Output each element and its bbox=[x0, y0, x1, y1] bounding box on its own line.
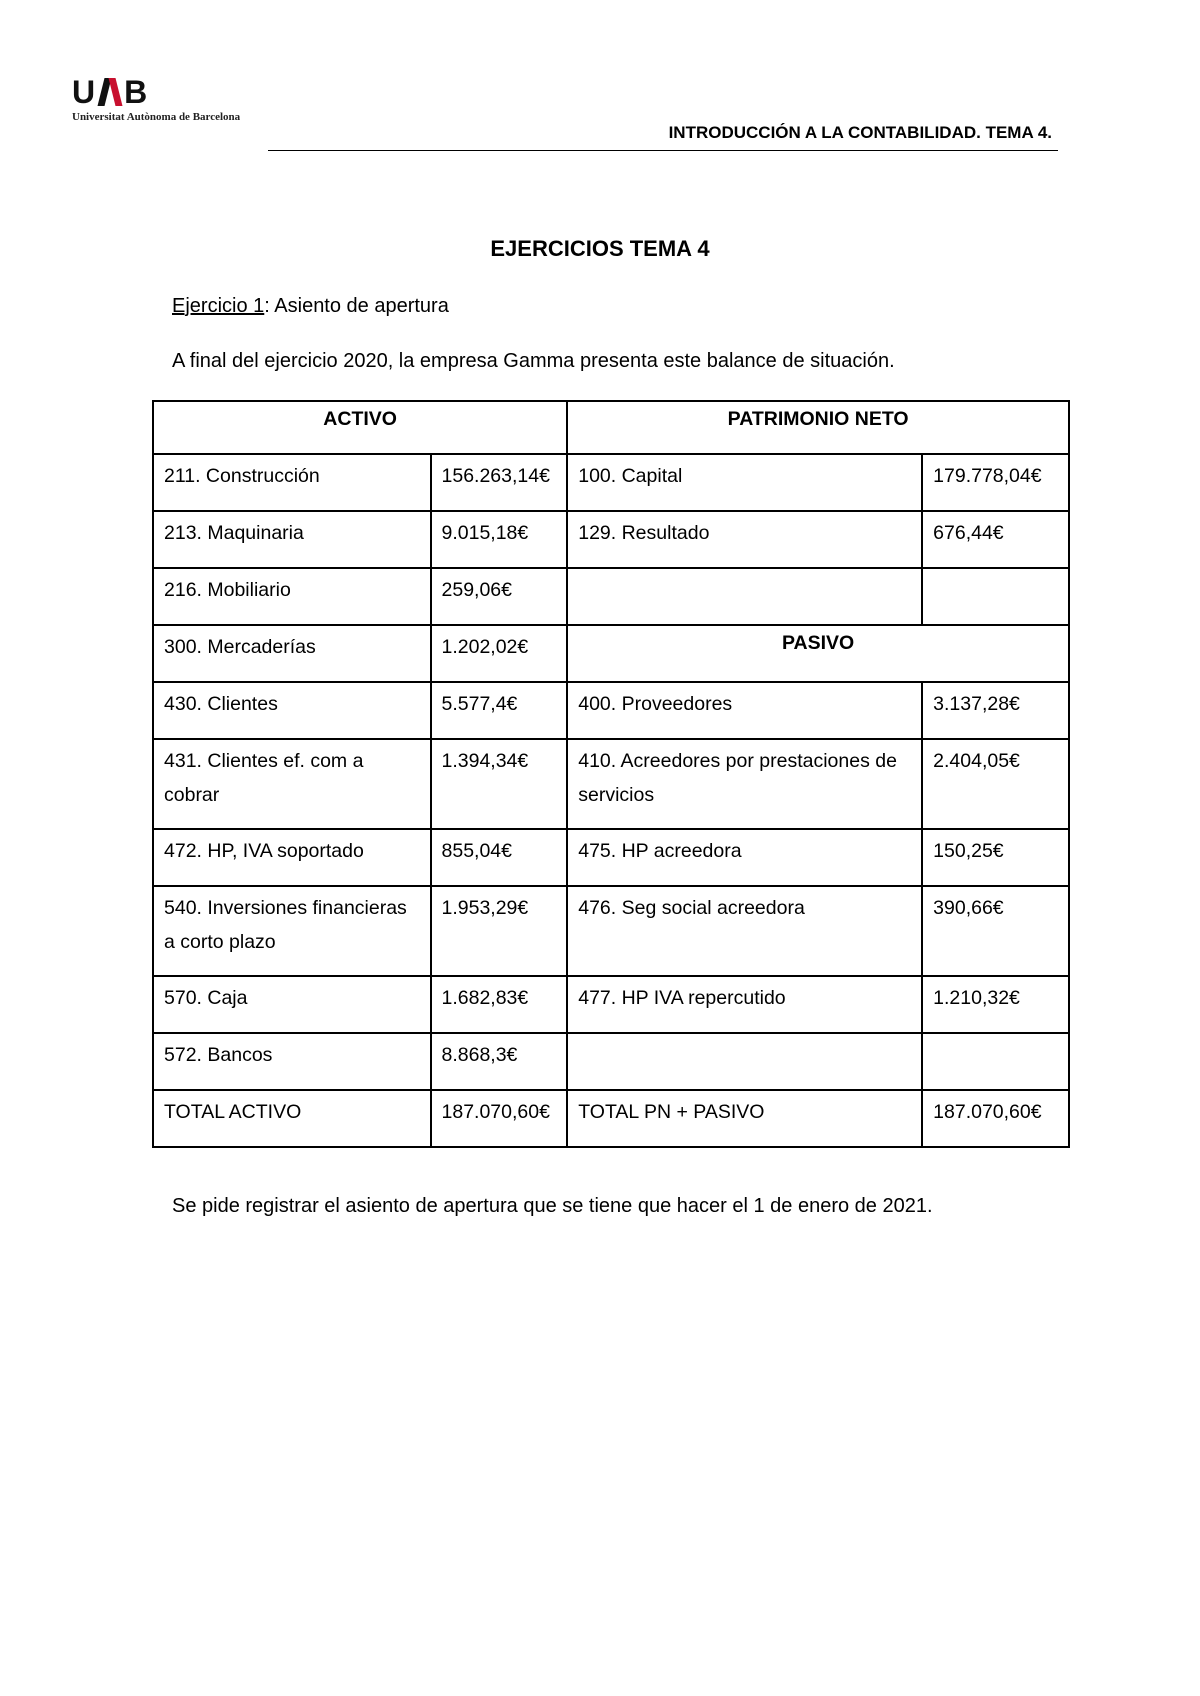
empty-cell bbox=[567, 568, 922, 625]
asset-value: 5.577,4€ bbox=[431, 682, 568, 739]
header-rule bbox=[268, 150, 1058, 151]
asset-account: 211. Construcción bbox=[153, 454, 431, 511]
exercise-heading bbox=[172, 295, 449, 318]
liability-value: 390,66€ bbox=[922, 886, 1069, 976]
asset-value: 156.263,14€ bbox=[431, 454, 568, 511]
table-row bbox=[153, 886, 1069, 976]
total-pn-pasivo-value: 187.070,60€ bbox=[922, 1090, 1069, 1147]
asset-account: 213. Maquinaria bbox=[153, 511, 431, 568]
pasivo-header: PASIVO bbox=[567, 625, 1069, 682]
asset-account: 431. Clientes ef. com a cobrar bbox=[153, 739, 431, 829]
total-activo-value: 187.070,60€ bbox=[431, 1090, 568, 1147]
asset-account: 540. Inversiones financieras a corto plazo bbox=[153, 886, 431, 976]
total-activo-label: TOTAL ACTIVO bbox=[153, 1090, 431, 1147]
liability-account: 400. Proveedores bbox=[567, 682, 922, 739]
empty-cell bbox=[922, 1033, 1069, 1090]
liability-value: 2.404,05€ bbox=[922, 739, 1069, 829]
liability-value: 150,25€ bbox=[922, 829, 1069, 886]
asset-value: 1.394,34€ bbox=[431, 739, 568, 829]
activo-header: ACTIVO bbox=[153, 401, 567, 454]
empty-cell bbox=[567, 1033, 922, 1090]
asset-value: 9.015,18€ bbox=[431, 511, 568, 568]
total-pn-pasivo-label: TOTAL PN + PASIVO bbox=[567, 1090, 922, 1147]
university-name: Universitat Autònoma de Barcelona bbox=[72, 111, 241, 123]
asset-account: 472. HP, IVA soportado bbox=[153, 829, 431, 886]
course-header: INTRODUCCIÓN A LA CONTABILIDAD. TEMA 4. bbox=[668, 123, 1052, 142]
table-row bbox=[153, 1090, 1069, 1147]
table-row bbox=[153, 829, 1069, 886]
exercise-separator: : bbox=[264, 295, 270, 317]
asset-value: 855,04€ bbox=[431, 829, 568, 886]
uab-logo bbox=[72, 73, 242, 123]
exercise-subtitle: Asiento de apertura bbox=[274, 295, 449, 317]
table-row bbox=[153, 625, 1069, 682]
liability-value: 676,44€ bbox=[922, 511, 1069, 568]
liability-account: 410. Acreedores por prestaciones de servicios bbox=[567, 739, 922, 829]
asset-value: 1.953,29€ bbox=[431, 886, 568, 976]
liability-account: 100. Capital bbox=[567, 454, 922, 511]
table-row bbox=[153, 511, 1069, 568]
patrimonio-neto-header: PATRIMONIO NETO bbox=[567, 401, 1069, 454]
page-title: EJERCICIOS TEMA 4 bbox=[490, 236, 710, 261]
liability-value: 3.137,28€ bbox=[922, 682, 1069, 739]
asset-account: 430. Clientes bbox=[153, 682, 431, 739]
exercise-label: Ejercicio 1 bbox=[172, 295, 265, 317]
asset-value: 259,06€ bbox=[431, 568, 568, 625]
exercise-intro: A final del ejercicio 2020, la empresa Gamma presenta este balance de situación. bbox=[172, 350, 895, 372]
asset-value: 1.682,83€ bbox=[431, 976, 568, 1033]
asset-account: 572. Bancos bbox=[153, 1033, 431, 1090]
liability-account: 475. HP acreedora bbox=[567, 829, 922, 886]
table-row bbox=[153, 1033, 1069, 1090]
liability-account: 129. Resultado bbox=[567, 511, 922, 568]
table-row bbox=[153, 568, 1069, 625]
liability-value: 179.778,04€ bbox=[922, 454, 1069, 511]
table-row bbox=[153, 976, 1069, 1033]
table-row bbox=[153, 682, 1069, 739]
table-row bbox=[153, 401, 1069, 454]
asset-value: 8.868,3€ bbox=[431, 1033, 568, 1090]
uab-logo-mark: U B bbox=[72, 73, 149, 110]
liability-account: 477. HP IVA repercutido bbox=[567, 976, 922, 1033]
liability-value: 1.210,32€ bbox=[922, 976, 1069, 1033]
asset-account: 300. Mercaderías bbox=[153, 625, 431, 682]
table-row bbox=[153, 739, 1069, 829]
exercise-question: Se pide registrar el asiento de apertura que se tiene que hacer el 1 de enero de 2021. bbox=[172, 1195, 933, 1217]
balance-table bbox=[152, 400, 1070, 1148]
liability-account: 476. Seg social acreedora bbox=[567, 886, 922, 976]
empty-cell bbox=[922, 568, 1069, 625]
asset-account: 570. Caja bbox=[153, 976, 431, 1033]
asset-value: 1.202,02€ bbox=[431, 625, 568, 682]
asset-account: 216. Mobiliario bbox=[153, 568, 431, 625]
table-row bbox=[153, 454, 1069, 511]
